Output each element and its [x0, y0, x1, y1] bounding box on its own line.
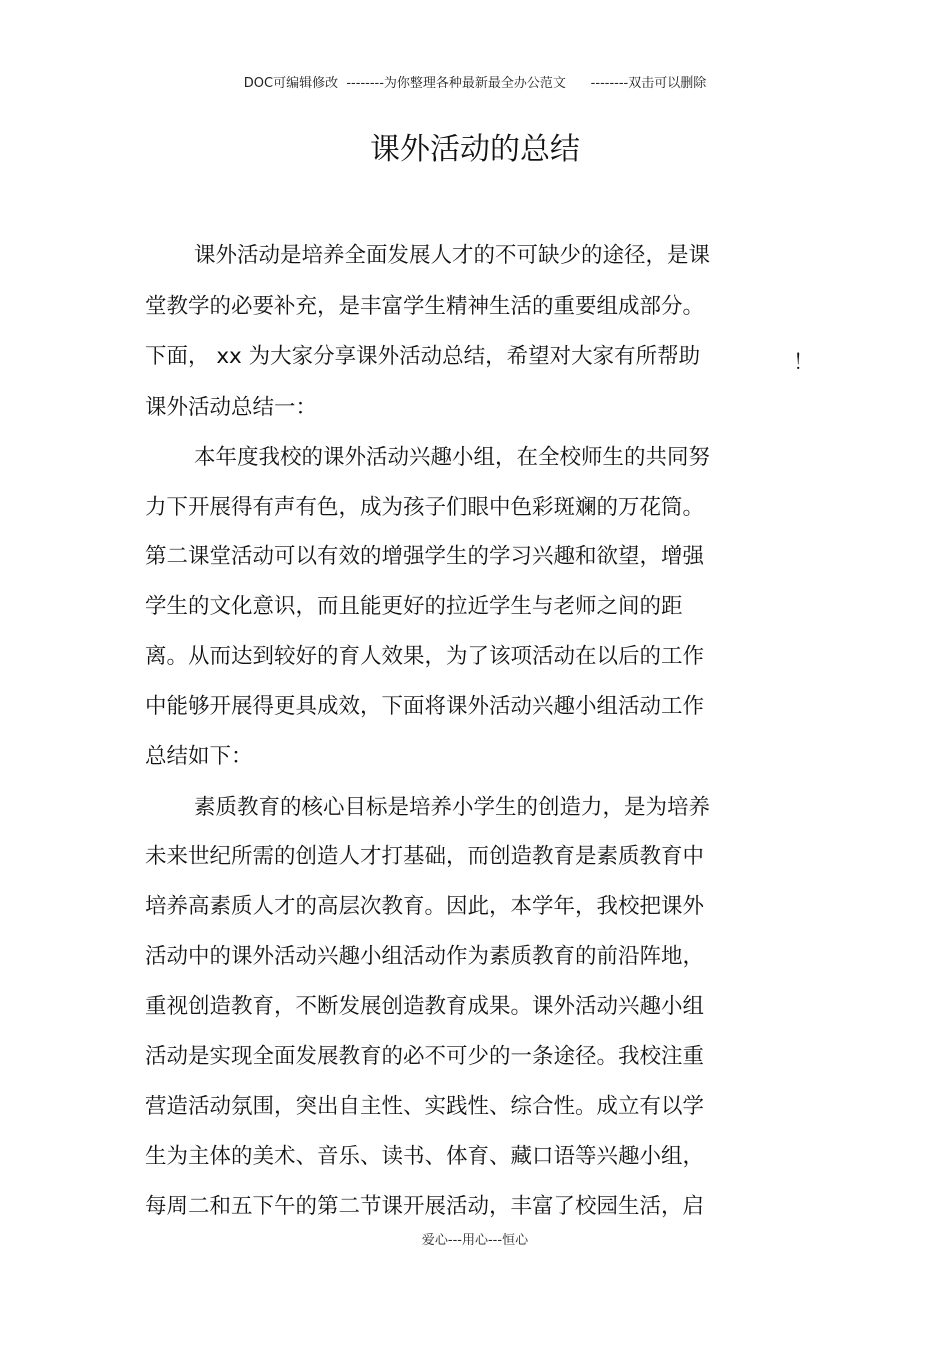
paragraph-line: 力下开展得有声有色，成为孩子们眼中色彩斑斓的万花筒。 [145, 495, 705, 520]
exclamation-mark: ！ [793, 350, 814, 374]
document-title: 课外活动的总结 [370, 132, 580, 167]
paragraph-line: 本年度我校的课外活动兴趣小组，在全校师生的共同努 [194, 445, 711, 470]
page-footer: 爱心---用心---恒心 [421, 1233, 529, 1248]
paragraph-line: 中能够开展得更具成效，下面将课外活动兴趣小组活动工作 [145, 694, 705, 719]
paragraph-line: 第二课堂活动可以有效的增强学生的学习兴趣和欲望，增强 [145, 544, 705, 569]
section-heading: 课外活动总结一： [145, 395, 318, 420]
paragraph-line: 堂教学的必要补充，是丰富学生精神生活的重要组成部分。 [145, 294, 705, 319]
paragraph-line: 未来世纪所需的创造人才打基础，而创造教育是素质教育中 [145, 844, 705, 869]
paragraph-line: 培养高素质人才的高层次教育。因此，本学年，我校把课外 [145, 894, 705, 919]
page-header: DOC可编辑修改 --------为你整理各种最新最全办公范文 --------双击可以删除 [243, 76, 707, 91]
paragraph-line: 营造活动氛围，突出自主性、实践性、综合性。成立有以学 [145, 1094, 705, 1119]
paragraph-line: 总结如下： [145, 744, 253, 769]
paragraph-line: 素质教育的核心目标是培养小学生的创造力，是为培养 [194, 795, 711, 820]
paragraph-line: 活动是实现全面发展教育的必不可少的一条途径。我校注重 [145, 1044, 705, 1069]
paragraph-line: 每周二和五下午的第二节课开展活动，丰富了校园生活，启 [145, 1194, 705, 1219]
paragraph-line: 学生的文化意识，而且能更好的拉近学生与老师之间的距 [145, 594, 683, 619]
paragraph-line: 下面， xx 为大家分享课外活动总结，希望对大家有所帮助 [145, 344, 701, 369]
paragraph-line: 重视创造教育，不断发展创造教育成果。课外活动兴趣小组 [145, 994, 705, 1019]
paragraph-line: 生为主体的美术、音乐、读书、体育、藏口语等兴趣小组， [145, 1144, 705, 1169]
paragraph-line: 课外活动是培养全面发展人才的不可缺少的途径，是课 [194, 243, 711, 268]
paragraph-line: 活动中的课外活动兴趣小组活动作为素质教育的前沿阵地， [145, 944, 705, 969]
paragraph-line: 离。从而达到较好的育人效果，为了该项活动在以后的工作 [145, 644, 705, 669]
